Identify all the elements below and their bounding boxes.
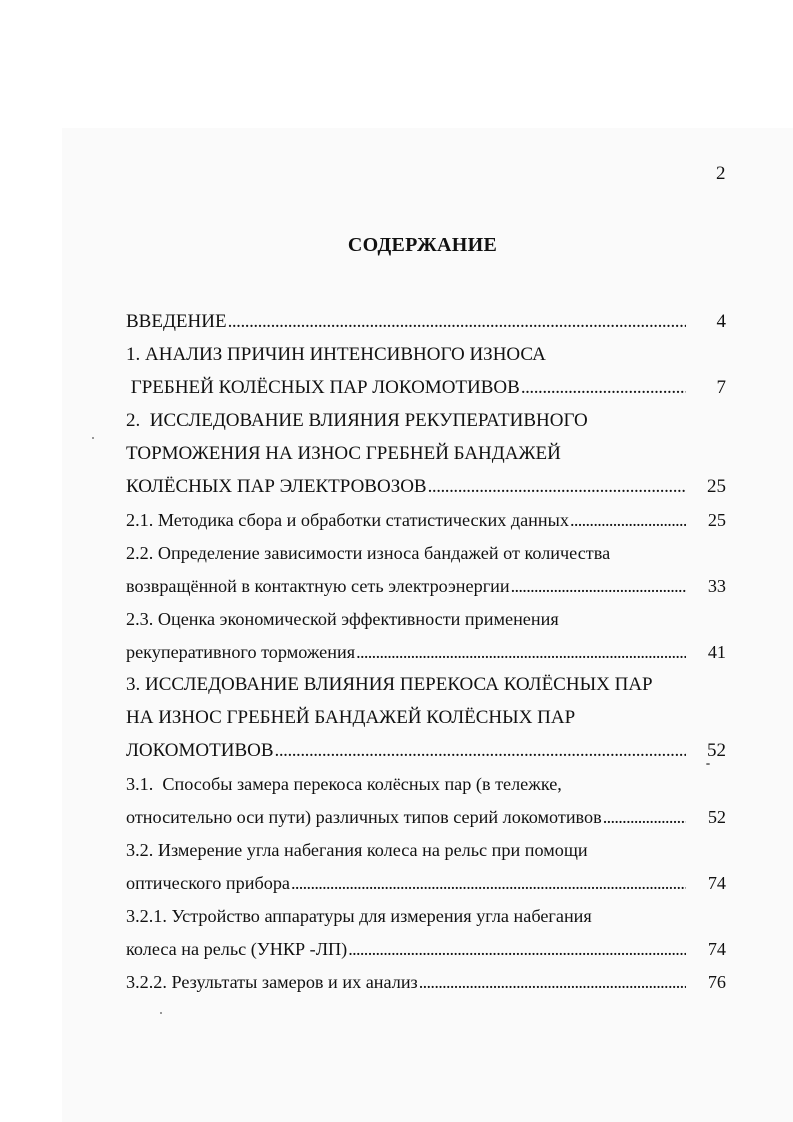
- toc-page-number: 76: [707, 972, 726, 992]
- toc-entry-text: 3.2.2. Результаты замеров и их анализ: [126, 972, 418, 992]
- toc-entry-section-2-2: [126, 574, 726, 598]
- toc-dot-leader: [419, 970, 686, 994]
- toc-page-number: 7: [716, 377, 726, 398]
- toc-entry-text: 2. ИССЛЕДОВАНИЕ ВЛИЯНИЯ РЕКУПЕРАТИВНОГО: [126, 410, 588, 431]
- toc-page-number: 25: [707, 476, 726, 497]
- toc-entry-section-3-2-1: [126, 937, 726, 961]
- toc-entry-text: относительно оси пути) различных типов серий локомотивов: [126, 807, 602, 827]
- toc-dot-leader: [570, 508, 686, 532]
- toc-page-number: 52: [707, 740, 726, 761]
- toc-dot-leader: [348, 937, 686, 961]
- toc-entry-text: ЛОКОМОТИВОВ: [126, 740, 274, 761]
- toc-entry-text: оптического прибора: [126, 873, 290, 893]
- scan-speck: [706, 763, 710, 765]
- toc-entry-text: ВВЕДЕНИЕ: [126, 311, 227, 332]
- toc-dot-leader: [428, 475, 686, 499]
- toc-entry-text: КОЛЁСНЫХ ПАР ЭЛЕКТРОВОЗОВ: [126, 476, 427, 497]
- toc-dot-leader: [521, 376, 686, 400]
- toc-dot-leader: [511, 574, 686, 598]
- toc-entry-section-3-2: [126, 871, 726, 895]
- toc-entry-text: ТОРМОЖЕНИЯ НА ИЗНОС ГРЕБНЕЙ БАНДАЖЕЙ: [126, 443, 561, 464]
- toc-line-section-3-2: [126, 838, 726, 862]
- toc-entry-text: 3.2. Измерение угла набегания колеса на рельс при помощи: [126, 840, 588, 860]
- page-title: СОДЕРЖАНИЕ: [347, 234, 498, 256]
- toc-dot-leader: [603, 805, 686, 829]
- toc-page-number: 74: [707, 873, 726, 893]
- toc-dot-leader: [228, 310, 686, 334]
- toc-entry-introduction: [126, 310, 726, 334]
- toc-entry-text: ГРЕБНЕЙ КОЛЁСНЫХ ПАР ЛОКОМОТИВОВ: [126, 377, 520, 398]
- toc-line-section-3-2-1: [126, 904, 726, 928]
- toc-entry-chapter-3: [126, 739, 726, 763]
- toc-entry-chapter-1: [126, 376, 726, 400]
- toc-entry-text: рекуперативного торможения: [126, 642, 356, 662]
- toc-page-number: 41: [707, 642, 726, 662]
- toc-page-number: 33: [707, 576, 726, 596]
- toc-page-number: 74: [707, 939, 726, 959]
- toc-entry-text: 1. АНАЛИЗ ПРИЧИН ИНТЕНСИВНОГО ИЗНОСА: [126, 344, 546, 365]
- toc-entry-text: 2.2. Определение зависимости износа бандажей от количества: [126, 543, 611, 563]
- toc-line-chapter-3: [126, 673, 726, 697]
- toc-line-section-2-2: [126, 541, 726, 565]
- toc-entry-chapter-2: [126, 475, 726, 499]
- toc-entry-section-3-2-2: [126, 970, 726, 994]
- toc-entry-text: 3. ИССЛЕДОВАНИЕ ВЛИЯНИЯ ПЕРЕКОСА КОЛЁСНЫХ ПАР: [126, 674, 653, 695]
- toc-entry-section-3-1: [126, 805, 726, 829]
- toc-entry-text: возвращённой в контактную сеть электроэнергии: [126, 576, 510, 596]
- scan-speck: [160, 1012, 162, 1014]
- toc-line-chapter-1: [126, 343, 726, 367]
- scan-speck: [92, 437, 94, 439]
- page-number: 2: [716, 163, 726, 184]
- toc-page-number: 4: [716, 311, 726, 332]
- toc-line-section-2-3: [126, 607, 726, 631]
- toc-line-chapter-2: [126, 409, 726, 433]
- toc-entry-text: 3.1. Способы замера перекоса колёсных пар (в тележке,: [126, 774, 562, 794]
- toc-dot-leader: [275, 739, 686, 763]
- toc-page-number: 25: [707, 510, 726, 530]
- toc-entry-text: 3.2.1. Устройство аппаратуры для измерения угла набегания: [126, 906, 592, 926]
- toc-entry-text: НА ИЗНОС ГРЕБНЕЙ БАНДАЖЕЙ КОЛЁСНЫХ ПАР: [126, 707, 576, 728]
- toc-entry-text: 2.3. Оценка экономической эффективности применения: [126, 609, 559, 629]
- toc-entry-text: 2.1. Методика сбора и обработки статистических данных: [126, 510, 569, 530]
- toc-line-section-3-1: [126, 772, 726, 796]
- toc-entry-section-2-1: [126, 508, 726, 532]
- toc-line-chapter-2-cont: [126, 442, 726, 466]
- toc-entry-section-2-3: [126, 640, 726, 664]
- toc-line-chapter-3-cont: [126, 706, 726, 730]
- toc-page-number: 52: [707, 807, 726, 827]
- toc-dot-leader: [356, 640, 686, 664]
- toc-entry-text: колеса на рельс (УНКР -ЛП): [126, 939, 348, 959]
- toc-dot-leader: [291, 871, 686, 895]
